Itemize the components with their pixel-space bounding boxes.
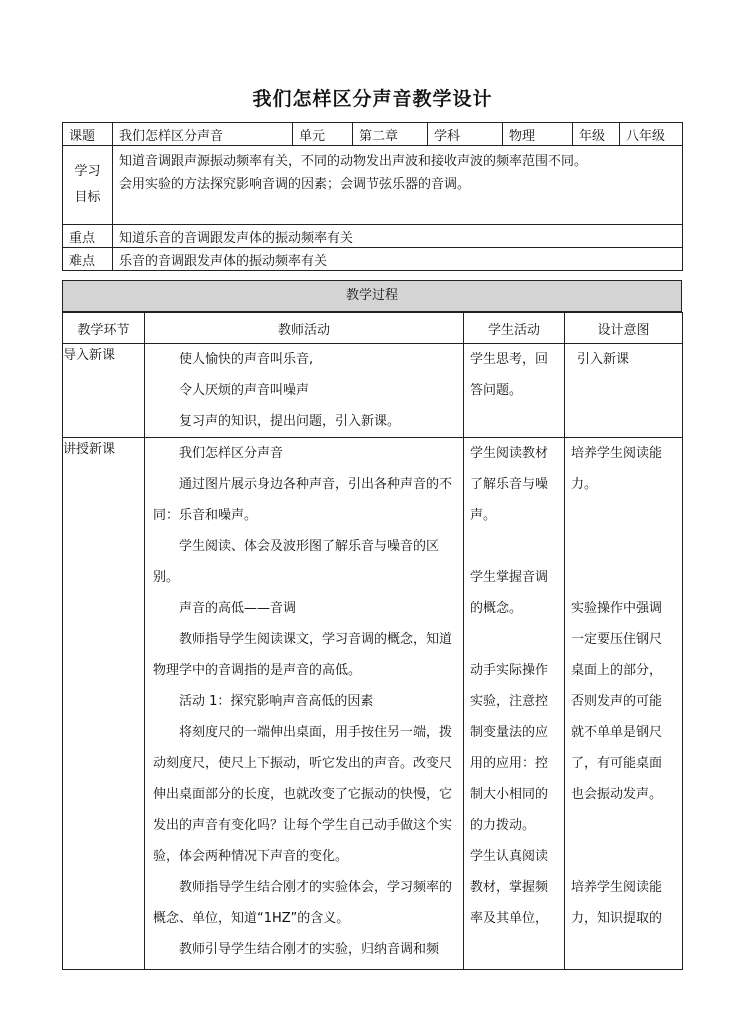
intro-intent [565, 344, 683, 438]
intro-student-line: 学生思考，回 [470, 352, 549, 367]
lecture-student-line: 率及其单位， [470, 911, 549, 926]
lecture-intent-line: 实验操作中强调 [571, 601, 663, 616]
intro-teacher-line: 复习声的知识，提出问题，引入新课。 [179, 414, 401, 429]
difficult-label: 难点 [63, 248, 113, 271]
difficult-row [63, 248, 683, 271]
lecture-student-line: 声。 [470, 508, 497, 523]
lecture-teacher-para: 学生阅读、体会及波形图了解乐音与噪音的区别。 [153, 539, 440, 585]
lecture-intent-line: 了，有可能桌面 [571, 756, 663, 771]
process-title: 教学过程 [62, 280, 682, 312]
lecture-teacher-para: 教师指导学生结合刚才的实验体会，学习频率的概念、单位，知道“1HZ”的含义。 [153, 880, 453, 926]
lecture-teacher-para: 声音的高低——音调 [179, 601, 297, 616]
lecture-teacher-para: 教师指导学生阅读课文，学习音调的概念，知道物理学中的音调指的是声音的高低。 [153, 632, 453, 678]
lecture-stage: 讲授新课 [63, 438, 145, 970]
info-table [62, 122, 683, 271]
lecture-intent-line: 力，知识提取的 [571, 911, 663, 926]
lecture-student-line [464, 531, 564, 562]
lecture-intent-line: 培养学生阅读能 [571, 446, 663, 461]
unit-value: 第二章 [353, 123, 428, 146]
key-label: 重点 [63, 225, 113, 248]
intro-stage: 导入新课 [63, 344, 145, 438]
lecture-teacher-para: 教师引导学生结合刚才的实验，归纳音调和频 [179, 942, 440, 957]
grade-value: 八年级 [620, 123, 683, 146]
topic-label: 课题 [63, 123, 113, 146]
lecture-teacher [145, 438, 464, 970]
document-title: 我们怎样区分声音教学设计 [252, 88, 493, 110]
lecture-intent-line [565, 810, 682, 841]
goal-line-1: 知道音调跟声源振动频率有关，不同的动物发出声波和接收声波的频率范围不同。 [119, 154, 588, 169]
header-stage: 教学环节 [63, 313, 145, 344]
grade-label: 年级 [573, 123, 620, 146]
lecture-student-line: 了解乐音与噪 [470, 477, 549, 492]
goals-label-line2: 目标 [74, 190, 101, 205]
lecture-student-line [464, 624, 564, 655]
lecture-student-line: 教材，掌握频 [470, 880, 549, 895]
lecture-row [63, 438, 683, 970]
subject-label: 学科 [428, 123, 503, 146]
unit-label: 单元 [293, 123, 353, 146]
goals-label [63, 146, 113, 225]
lecture-student-line: 制变量法的应 [470, 725, 549, 740]
intro-row [63, 344, 683, 438]
subject-value: 物理 [503, 123, 573, 146]
lecture-teacher-para: 我们怎样区分声音 [179, 446, 284, 461]
lecture-student-line: 学生掌握音调 [470, 570, 549, 585]
lecture-intent-line: 一定要压住钢尺 [571, 632, 663, 647]
lecture-intent [565, 438, 683, 970]
lecture-teacher-para: 通过图片展示身边各种声音，引出各种声音的不同：乐音和噪声。 [153, 477, 453, 523]
goals-text [113, 146, 683, 225]
key-value: 知道乐音的音调跟发声体的振动频率有关 [113, 225, 683, 248]
goal-line-2: 会用实验的方法探究影响音调的因素；会调节弦乐器的音调。 [119, 177, 471, 192]
process-header-row [63, 313, 683, 344]
goals-label-line1: 学习 [74, 164, 101, 179]
lecture-intent-line: 力。 [571, 477, 598, 492]
difficult-value: 乐音的音调跟发声体的振动频率有关 [113, 248, 683, 271]
header-intent: 设计意图 [565, 313, 683, 344]
lecture-student-line: 的力拨动。 [470, 818, 536, 833]
intro-student-line: 答问题。 [470, 383, 523, 398]
lecture-intent-line [565, 531, 682, 562]
lecture-intent-line [565, 841, 682, 872]
key-row [63, 225, 683, 248]
topic-value: 我们怎样区分声音 [113, 123, 293, 146]
intro-student [464, 344, 565, 438]
lecture-teacher-para: 将刻度尺的一端伸出桌面，用手按住另一端，拨动刻度尺，使尺上下振动，听它发出的声音。改变尺伸出桌面部分的长度，也就改变了它振动的快慢，它发出的声音有变化吗？让每个学生自己动手做这个实验，体会两种情况下声音的变化。 [153, 725, 453, 864]
intro-teacher-line: 令人厌烦的声音叫噪声 [179, 383, 310, 398]
lecture-student [464, 438, 565, 970]
lecture-intent-line: 桌面上的部分， [571, 663, 663, 678]
intro-teacher-line: 使人愉快的声音叫乐音, [179, 352, 314, 367]
header-teacher: 教师活动 [145, 313, 464, 344]
lecture-intent-line: 否则发声的可能 [571, 694, 663, 709]
lecture-student-line: 学生认真阅读 [470, 849, 549, 864]
lecture-student-line: 用的应用：控 [470, 756, 549, 771]
lecture-student-line: 的概念。 [470, 601, 523, 616]
intro-intent-line: 引入新课 [577, 352, 630, 367]
intro-teacher [145, 344, 464, 438]
lecture-intent-line: 也会振动发声。 [571, 787, 663, 802]
lecture-student-line: 制大小相同的 [470, 787, 549, 802]
lecture-intent-line [565, 500, 682, 531]
header-student: 学生活动 [464, 313, 565, 344]
lecture-intent-line: 培养学生阅读能 [571, 880, 663, 895]
info-row-top [63, 123, 683, 146]
lecture-teacher-para: 活动 1：探究影响声音高低的因素 [179, 694, 374, 709]
lecture-intent-line [565, 562, 682, 593]
lecture-student-line: 动手实际操作 [470, 663, 549, 678]
process-table [62, 312, 683, 970]
lecture-student-line: 实验，注意控 [470, 694, 549, 709]
lecture-student-line: 学生阅读教材 [470, 446, 549, 461]
lecture-intent-line: 就不单单是钢尺 [571, 725, 663, 740]
goals-row [63, 146, 683, 225]
